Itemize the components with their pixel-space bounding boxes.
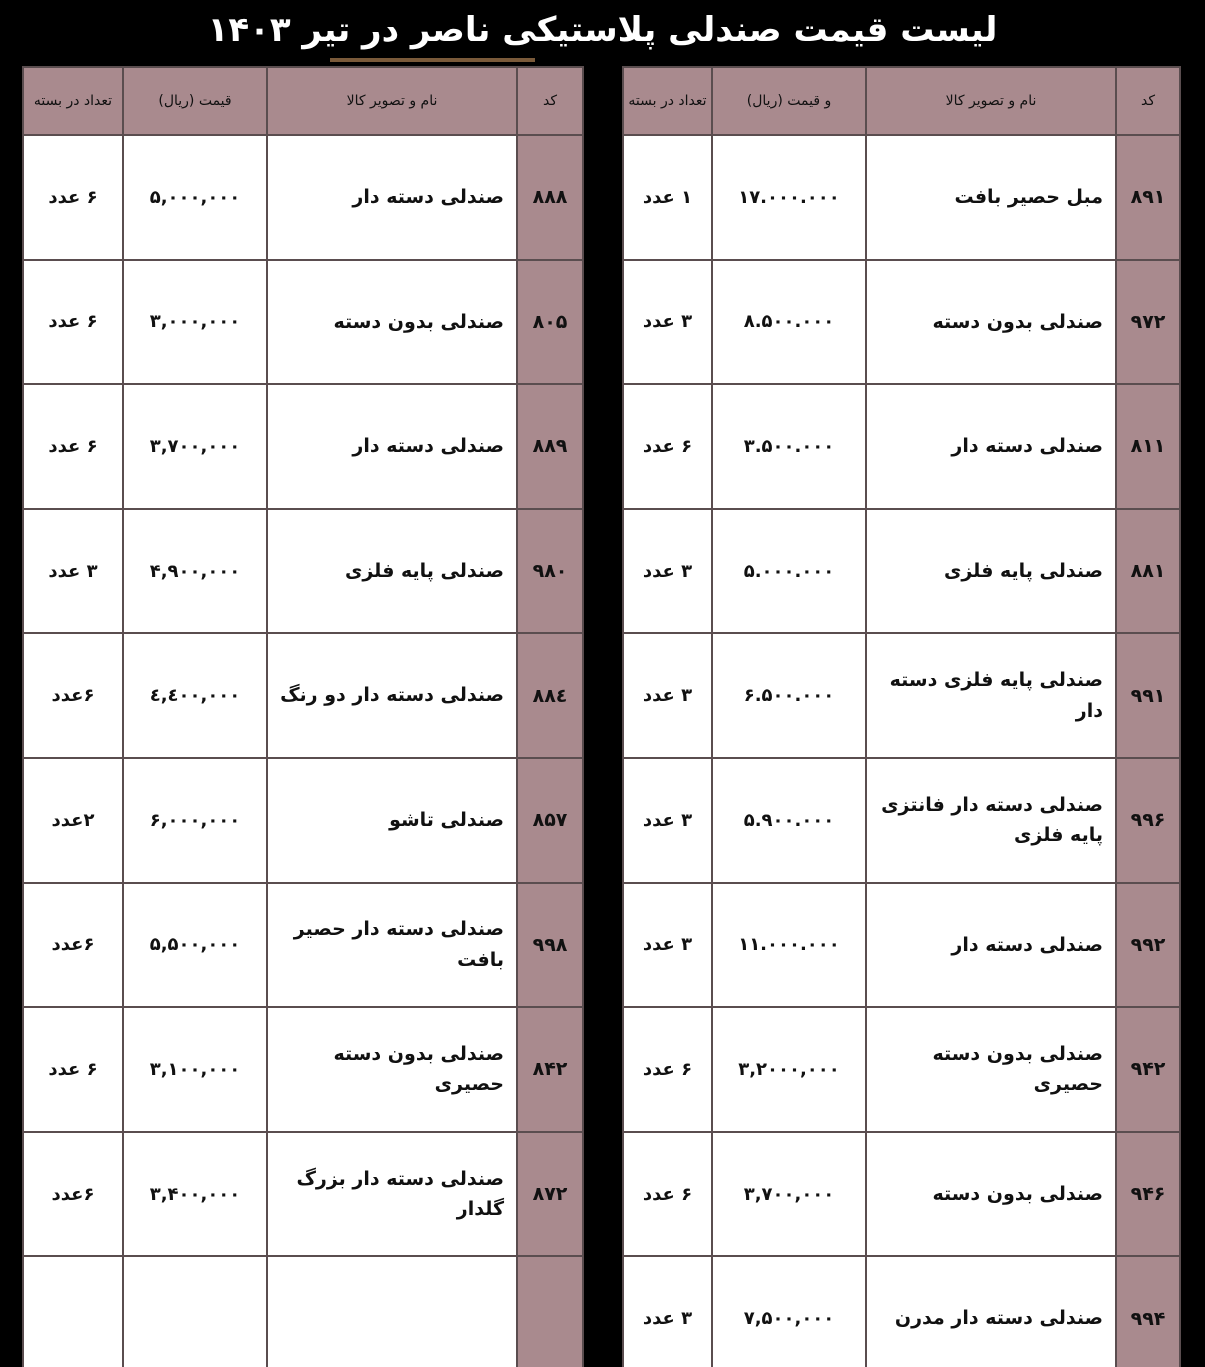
right-product-price: ۵.۰۰۰.۰۰۰: [712, 509, 866, 634]
right-pack-quantity: ۶ عدد: [623, 1132, 712, 1257]
right-product-price: ۷,۵۰۰,۰۰۰: [712, 1256, 866, 1367]
right-table-row: [623, 384, 1180, 509]
left-product-price: ٤,٤۰۰,۰۰۰: [123, 633, 267, 758]
left-product-price: ۴,۹۰۰,۰۰۰: [123, 509, 267, 634]
right-product-name: صندلی دسته دار: [866, 384, 1116, 509]
left-product-code: ۹۹۸: [517, 883, 583, 1008]
left-product-name: صندلی دسته دار: [267, 135, 517, 260]
left-table-row: [23, 758, 583, 883]
right-product-price: ۱۷.۰۰۰.۰۰۰: [712, 135, 866, 260]
right-product-code: ۸۱۱: [1116, 384, 1180, 509]
right-pack-quantity: ۳ عدد: [623, 883, 712, 1008]
left-product-name: صندلی دسته دار: [267, 384, 517, 509]
right-product-name: صندلی دسته دار مدرن: [866, 1256, 1116, 1367]
left-product-name: [267, 1256, 517, 1367]
left-header-code: کد: [517, 67, 583, 135]
right-product-name: مبل حصیر بافت: [866, 135, 1116, 260]
left-table-row: [23, 1132, 583, 1257]
right-table-row: [623, 1256, 1180, 1367]
right-pack-quantity: ۳ عدد: [623, 260, 712, 385]
left-product-name: صندلی پایه فلزی: [267, 509, 517, 634]
right-product-price: ۱۱.۰۰۰.۰۰۰: [712, 883, 866, 1008]
right-table-row: [623, 509, 1180, 634]
left-product-name: صندلی تاشو: [267, 758, 517, 883]
left-product-code: ۸۸۹: [517, 384, 583, 509]
left-table-row: [23, 260, 583, 385]
left-table-row: [23, 509, 583, 634]
left-product-name: صندلی دسته دار دو رنگ: [267, 633, 517, 758]
right-product-name: صندلی پایه فلزی دسته دار: [866, 633, 1116, 758]
left-product-name: صندلی دسته دار حصیر بافت: [267, 883, 517, 1008]
right-product-price: ۵.۹۰۰.۰۰۰: [712, 758, 866, 883]
left-product-code: ۸۰۵: [517, 260, 583, 385]
left-product-name: صندلی دسته دار بزرگ گلدار: [267, 1132, 517, 1257]
right-product-code: ۹۷۲: [1116, 260, 1180, 385]
left-pack-quantity: ۶ عدد: [23, 1007, 123, 1132]
left-product-code: ۸۸۸: [517, 135, 583, 260]
left-product-price: [123, 1256, 267, 1367]
right-product-code: ۹۹۱: [1116, 633, 1180, 758]
right-product-code: ۹۹۶: [1116, 758, 1180, 883]
left-table-row: [23, 384, 583, 509]
left-product-price: ۳,۰۰۰,۰۰۰: [123, 260, 267, 385]
page-title: لیست قیمت صندلی پلاستیکی ناصر در تیر ۱۴۰۳: [207, 10, 998, 50]
right-header-price: و قیمت (ریال): [712, 67, 866, 135]
left-pack-quantity: ۶ عدد: [23, 260, 123, 385]
left-pack-quantity: ۶عدد: [23, 883, 123, 1008]
right-product-code: ۹۴۲: [1116, 1007, 1180, 1132]
left-product-code: ۹۸۰: [517, 509, 583, 634]
right-product-name: صندلی دسته دار: [866, 883, 1116, 1008]
left-pack-quantity: ۲عدد: [23, 758, 123, 883]
left-product-price: ۳,۱۰۰,۰۰۰: [123, 1007, 267, 1132]
left-price-table: [22, 66, 584, 1367]
right-table-body: [623, 135, 1180, 1367]
left-product-price: ۵,۰۰۰,۰۰۰: [123, 135, 267, 260]
left-product-price: ۳,۴۰۰,۰۰۰: [123, 1132, 267, 1257]
right-product-code: ۸۹۱: [1116, 135, 1180, 260]
right-product-name: صندلی بدون دسته حصیری: [866, 1007, 1116, 1132]
right-product-name: صندلی بدون دسته: [866, 260, 1116, 385]
left-table-row: [23, 633, 583, 758]
left-header-name: نام و تصویر کالا: [267, 67, 517, 135]
left-table-row: [23, 135, 583, 260]
right-pack-quantity: ۳ عدد: [623, 758, 712, 883]
left-header-price: قیمت (ریال): [123, 67, 267, 135]
left-product-name: صندلی بدون دسته حصیری: [267, 1007, 517, 1132]
right-header-row: [623, 67, 1180, 135]
right-table-row: [623, 883, 1180, 1008]
left-product-price: ۳,۷۰۰,۰۰۰: [123, 384, 267, 509]
right-product-price: ۳,۲۰۰۰,۰۰۰: [712, 1007, 866, 1132]
left-header-row: [23, 67, 583, 135]
right-pack-quantity: ۱ عدد: [623, 135, 712, 260]
left-pack-quantity: ۶ عدد: [23, 384, 123, 509]
right-header-code: کد: [1116, 67, 1180, 135]
left-pack-quantity: ۶عدد: [23, 1132, 123, 1257]
right-product-price: ۸.۵۰۰.۰۰۰: [712, 260, 866, 385]
right-pack-quantity: ۳ عدد: [623, 1256, 712, 1367]
right-product-code: ۹۹۴: [1116, 1256, 1180, 1367]
right-table-row: [623, 260, 1180, 385]
left-pack-quantity: ۶عدد: [23, 633, 123, 758]
right-table-row: [623, 633, 1180, 758]
right-product-code: ۸۸۱: [1116, 509, 1180, 634]
right-product-code: ۹۹۲: [1116, 883, 1180, 1008]
right-pack-quantity: ۶ عدد: [623, 384, 712, 509]
left-table-body: [23, 135, 583, 1367]
right-header-qty: تعداد در بسته: [623, 67, 712, 135]
right-pack-quantity: ۳ عدد: [623, 509, 712, 634]
right-pack-quantity: ۶ عدد: [623, 1007, 712, 1132]
left-pack-quantity: ۳ عدد: [23, 509, 123, 634]
left-product-code: ۸۴۲: [517, 1007, 583, 1132]
right-table-row: [623, 758, 1180, 883]
title-underline: [330, 58, 535, 62]
left-product-code: ۸۷۲: [517, 1132, 583, 1257]
right-header-name: نام و تصویر کالا: [866, 67, 1116, 135]
left-header-qty: تعداد در بسته: [23, 67, 123, 135]
left-table-row: [23, 883, 583, 1008]
right-pack-quantity: ۳ عدد: [623, 633, 712, 758]
right-product-code: ۹۴۶: [1116, 1132, 1180, 1257]
right-product-price: ۳.۵۰۰.۰۰۰: [712, 384, 866, 509]
right-table-row: [623, 1132, 1180, 1257]
right-product-name: صندلی دسته دار فانتزی پایه فلزی: [866, 758, 1116, 883]
left-table-row: [23, 1256, 583, 1367]
right-product-name: صندلی بدون دسته: [866, 1132, 1116, 1257]
right-product-price: ۳,۷۰۰,۰۰۰: [712, 1132, 866, 1257]
right-table-row: [623, 1007, 1180, 1132]
left-product-name: صندلی بدون دسته: [267, 260, 517, 385]
right-product-name: صندلی پایه فلزی: [866, 509, 1116, 634]
right-table-row: [623, 135, 1180, 260]
left-table-row: [23, 1007, 583, 1132]
right-price-table: [622, 66, 1181, 1367]
left-pack-quantity: ۶ عدد: [23, 135, 123, 260]
left-product-code: ۸۵۷: [517, 758, 583, 883]
left-product-price: ۵,۵۰۰,۰۰۰: [123, 883, 267, 1008]
left-product-code: ۸۸٤: [517, 633, 583, 758]
left-product-price: ۶,۰۰۰,۰۰۰: [123, 758, 267, 883]
right-product-price: ۶.۵۰۰.۰۰۰: [712, 633, 866, 758]
left-pack-quantity: [23, 1256, 123, 1367]
left-product-code: [517, 1256, 583, 1367]
